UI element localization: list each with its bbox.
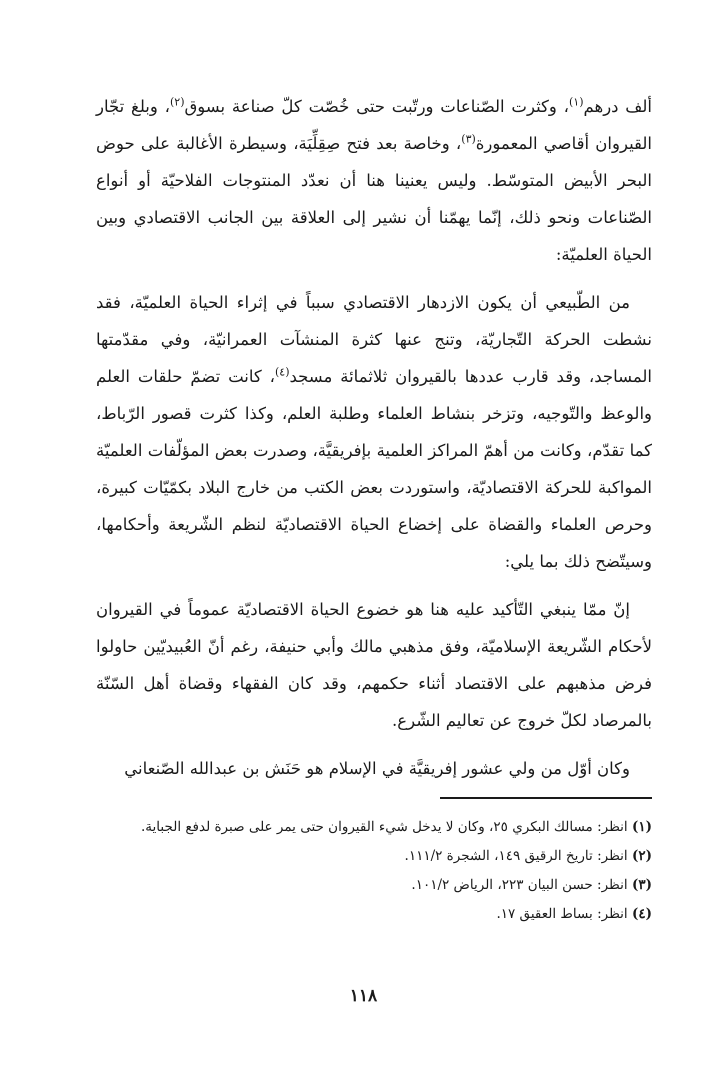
text-run: ، وبلغ تجّار القيروان أقاصي المعمورة — [96, 97, 653, 153]
paragraph-1 — [96, 88, 652, 273]
footnote-3 — [96, 871, 652, 900]
page-number: ١١٨ — [349, 986, 378, 1006]
text-run: ، وكثرت الصّناعات ورتّبت حتى خُصّت كلّ صناعة بسوق — [184, 97, 569, 116]
text-run: من الطّبيعي أن يكون الازدهار الاقتصادي سبباً في إثراء الحياة العلميّة، فقد نشطت الحركة التّجاريّة، وتنج عنها كثرة المنشآت العمرانيّة، وفي مقدّمتها المساجد، وقد قارب عددها بالقيروان ثلاثمائة مسجد — [96, 293, 653, 386]
text-run: ألف درهم — [583, 97, 653, 116]
footnote-text: انظر: حسن البيان ٢٢٣، الرياض ١٠١/٢. — [411, 877, 628, 893]
footnote-number: (٤) — [631, 906, 652, 922]
footnote-separator — [440, 797, 652, 799]
footnotes — [96, 813, 652, 929]
footnote-1 — [96, 813, 652, 842]
footnote-ref-2[interactable]: (٢) — [169, 95, 185, 109]
footnote-number: (٣) — [631, 877, 652, 893]
footnote-text: انظر: بساط العقيق ١٧. — [496, 906, 628, 922]
paragraph-4: وكان أوّل من ولي عشور إفريقيَّة في الإسلام هو حَنَش بن عبدالله الصّنعاني — [124, 759, 630, 778]
footnote-number: (٢) — [631, 848, 652, 864]
footnote-number: (١) — [631, 819, 652, 835]
footnote-text: انظر: تاريخ الرقيق ١٤٩، الشجرة ١١١/٢. — [404, 848, 628, 864]
footnote-2 — [96, 842, 652, 871]
paragraph-3: إنّ ممّا ينبغي التّأكيد عليه هنا هو خضوع الحياة الاقتصاديّة عموماً في القيروان لأحكام الشّريعة الإسلاميّة، وفق مذهبي مالك وأبي حنيفة، رغم أنّ العُبيديّين حاولوا فرض مذهبهم على الاقتصاد أثناء حكمهم، وقد كان الفقهاء وقضاة أهل السّنّة بالمرصاد لكلّ خروج عن تعاليم الشّرع. — [96, 600, 652, 730]
footnote-4 — [96, 900, 652, 929]
footnote-ref-3[interactable]: (٣) — [461, 132, 476, 146]
paragraph-2 — [96, 284, 652, 580]
text-run: ، كانت تضمّ حلقات العلم والوعظ والتّوجيه، وتزخر بنشاط العلماء وطلبة العلم، وكذا كثرت قصور الرّباط، كما تقدّم، وكانت من أهمّ المراكز العلمية بإفريقيَّة، وصدرت بعض المؤلّفات العلميّة المواكبة للحركة الاقتصاديّة، واستوردت بعض الكتب من خارج البلاد بكمّيّات كبيرة، وحرص العلماء والقضاة على إخضاع الحياة الاقتصاديّة لنظم الشّريعة وأحكامها، وسيتّضح ذلك بما يلي: — [96, 367, 652, 571]
footnote-text: انظر: مسالك البكري ٢٥، وكان لا يدخل شيء القيروان حتى يمر على صبرة لدفع الجباية. — [141, 819, 628, 835]
text-run: ، وخاصة بعد فتح صِقِلِّيَة، وسيطرة الأغالبة على حوض البحر الأبيض المتوسّط. وليس يعنينا هنا أن نعدّد المنتوجات الفلاحيّة أو أنواع الصّناعات ونحو ذلك، إنّما يهمّنا أن نشير إلى العلاقة بين الجانب الاقتصادي وبين الحياة العلميّة: — [96, 134, 652, 264]
footnote-ref-1[interactable]: (١) — [569, 95, 584, 109]
main-text — [96, 88, 652, 787]
footnote-ref-4[interactable]: (٤) — [274, 365, 290, 379]
